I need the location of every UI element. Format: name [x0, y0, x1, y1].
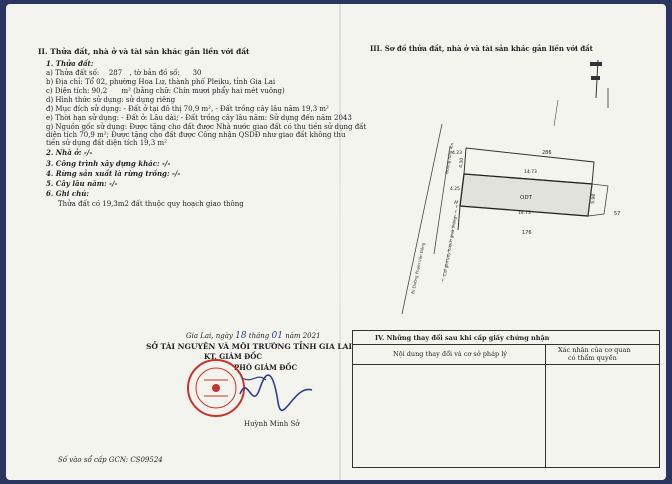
usage-form-line: d) Hình thức sử dụng: sử dụng riêng [46, 96, 176, 104]
section-3-title: III. Sơ đồ thửa đất, nhà ở và tài sản khác gắn liền với đất [370, 44, 593, 53]
road-boundary-label: Chỉ giới quy hoạch giao thông [442, 216, 458, 277]
dim-left-side: 4.30 [459, 157, 466, 169]
parcel-map [346, 54, 666, 314]
issue-date [186, 332, 321, 340]
origin-line-2: diện tích 70,9 m²; Được tặng cho đất được Công nhận QSDĐ như giao đất không thu [46, 131, 346, 139]
dim-right: 5.98 [591, 193, 598, 205]
label-parcel-286: 286 [542, 150, 552, 156]
label-parcel-176: 176 [522, 230, 532, 236]
changes-table [352, 330, 660, 468]
column-content-label: Nội dung thay đổi và cơ sở pháp lý [393, 350, 507, 358]
deputy-director: PHÓ GIÁM ĐỐC [234, 363, 298, 372]
area-unit: m² (bằng chữ: Chín mươi phẩy hai mét vuông) [121, 87, 285, 95]
column-header-confirm [546, 344, 659, 365]
point-a: A [454, 201, 458, 206]
label-parcel-57: 57 [614, 211, 621, 217]
date-month-label: tháng [248, 332, 270, 340]
origin-line-1: g) Nguồn gốc sử dụng: Được tặng cho đất được Nhà nước giao đất có thu tiền sử dụng đất [46, 123, 367, 131]
section-4-title: IV. Những thay đổi sau khi cấp giấy chứng nhận [375, 334, 550, 342]
map-sheet-label: , tờ bản đồ số: [129, 69, 180, 77]
date-year: năm 2021 [285, 332, 321, 340]
column-divider [545, 364, 546, 467]
red-seal [188, 360, 244, 416]
road-main-label: Đi Đường Phạm Văn Đồng [410, 242, 426, 295]
parcel-label: a) Thửa đất số: [46, 69, 100, 77]
column-confirm-line-2: có thẩm quyền [568, 354, 617, 362]
parcel-number: 287 [108, 69, 123, 77]
date-month: 01 [271, 331, 283, 341]
column-header-content [353, 344, 546, 365]
registration-label: Số vào sổ cấp GCN: [58, 456, 129, 464]
signature-stroke [240, 375, 312, 410]
issuing-agency: SỞ TÀI NGUYÊN VÀ MÔI TRƯỜNG TỈNH GIA LAI [146, 342, 352, 351]
item-2-house: 2. Nhà ở: -/- [46, 148, 93, 157]
item-5-trees: 5. Cây lâu năm: -/- [46, 179, 118, 188]
origin-line-3: tiền sử dụng đất diện tích 19,3 m² [46, 139, 167, 147]
dim-bottom: 14.73 [518, 211, 531, 216]
registration-value: CS09524 [130, 456, 163, 464]
registration-number [58, 456, 163, 464]
dim-left-top: 4.23 [452, 151, 463, 156]
usage-term-line: e) Thời hạn sử dụng: - Đất ở: Lâu dài; - Đất trồng cây lâu năm: Sử dụng đến năm 2043 [46, 114, 352, 122]
item-1-heading: 1. Thửa đất: [46, 59, 94, 68]
date-day: 18 [235, 331, 247, 341]
area-value: c) Diện tích: 90,2 [46, 87, 108, 95]
item-6-note-heading: 6. Ghi chú: [46, 189, 89, 198]
item-4-forest: 4. Rừng sản xuất là rừng trồng: -/- [46, 169, 181, 178]
area-line [46, 87, 285, 95]
section-2-title: II. Thửa đất, nhà ở và tài sản khác gắn liền với đất [38, 47, 250, 56]
date-place: Gia Lai, ngày [186, 332, 233, 340]
kt-director: KT. GIÁM ĐỐC [204, 352, 262, 361]
dim-top: 14.73 [524, 170, 537, 175]
label-parcel-odt: ODT [520, 195, 532, 201]
certificate-page [6, 4, 666, 480]
signer-name: Huỳnh Minh Sở [244, 420, 300, 428]
usage-purpose-line: đ) Mục đích sử dụng: - Đất ở tại đô thị 70,9 m², - Đất trồng cây lâu năm 19,3 m² [46, 105, 329, 113]
note-text: Thửa đất có 19,3m2 đất thuộc quy hoạch giao thông [58, 200, 244, 208]
address-line: b) Địa chỉ: Tổ 02, phường Hoa Lư, thành phố Pleiku, tỉnh Gia Lai [46, 78, 276, 86]
road-small-label: Đường rộng 4m [444, 142, 455, 175]
parcel-number-line [46, 69, 212, 77]
dim-left-bottom: 4.25 [450, 187, 461, 192]
changes-table-title-row [353, 331, 659, 345]
column-confirm-line-1: Xác nhận của cơ quan [558, 346, 631, 354]
map-sheet-number: 30 [192, 69, 202, 77]
page-fold [339, 4, 341, 480]
item-3-construction: 3. Công trình xây dựng khác: -/- [46, 159, 171, 168]
